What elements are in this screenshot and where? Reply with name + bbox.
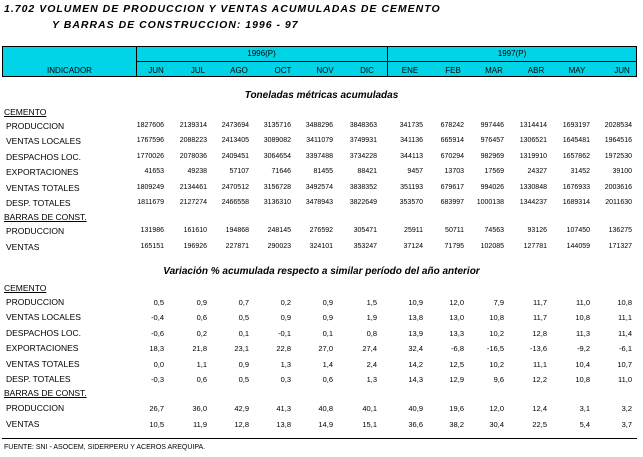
table-cell: 13,8 xyxy=(276,420,291,429)
table-cell: 0,6 xyxy=(196,375,207,384)
header-rule xyxy=(136,61,388,62)
table-cell: 39100 xyxy=(612,168,632,176)
table-cell: 40,1 xyxy=(362,404,377,413)
table-cell: 49238 xyxy=(187,168,207,176)
table-cell: 41,3 xyxy=(276,404,291,413)
row-label: EXPORTACIONES xyxy=(6,343,79,354)
table-cell: 353570 xyxy=(399,199,423,206)
table-cell: 3749931 xyxy=(349,137,377,145)
table-cell: 12,9 xyxy=(449,375,464,384)
table-cell: 9,6 xyxy=(493,375,504,384)
table-row xyxy=(0,297,643,310)
table-cell: 1676933 xyxy=(562,183,590,191)
table-row xyxy=(0,359,643,372)
table-cell: 2028534 xyxy=(604,122,632,129)
table-cell: 0,9 xyxy=(280,313,291,323)
table-cell: 1319910 xyxy=(519,152,547,160)
table-cell: 3,7 xyxy=(621,420,632,429)
table-cell: 2139314 xyxy=(179,122,207,129)
table-cell: 3,2 xyxy=(621,404,632,413)
table-cell: 136275 xyxy=(608,227,632,234)
table-cell: 11,7 xyxy=(532,298,547,307)
footer-rule xyxy=(2,438,637,439)
table-cell: 1,1 xyxy=(196,359,207,369)
table-cell: 88421 xyxy=(357,168,377,176)
table-cell: 11,4 xyxy=(617,328,632,338)
table-cell: 248145 xyxy=(267,227,291,234)
table-cell: 2,4 xyxy=(366,359,377,369)
indicator-header: INDICADOR xyxy=(47,66,92,75)
row-label: PRODUCCION xyxy=(6,403,65,413)
table-cell: 1344237 xyxy=(519,199,547,206)
table-cell: 670294 xyxy=(440,152,464,160)
table-cell: 2470512 xyxy=(221,183,249,191)
table-cell: 10,2 xyxy=(489,328,504,338)
row-label: VENTAS xyxy=(6,419,40,429)
table-cell: 27,0 xyxy=(318,344,333,354)
table-cell: 50711 xyxy=(445,227,464,234)
table-cell: 1,3 xyxy=(280,359,291,369)
table-cell: 22,8 xyxy=(276,344,291,354)
table-cell: 13,3 xyxy=(449,328,464,338)
table-cell: 165151 xyxy=(140,243,164,250)
header-rule xyxy=(388,61,636,62)
table-cell: 1972530 xyxy=(604,152,632,160)
table-cell: 10,7 xyxy=(617,359,632,369)
table-cell: 161610 xyxy=(183,227,207,234)
table-cell: 0,5 xyxy=(238,375,249,384)
table-cell: -0,4 xyxy=(151,313,164,323)
table-cell: 2088223 xyxy=(179,137,207,145)
row-label: DESP. TOTALES xyxy=(6,374,71,384)
table-cell: 0,2 xyxy=(280,298,291,307)
table-cell: 3397488 xyxy=(305,152,333,160)
table-cell: 11,1 xyxy=(532,359,547,369)
table-cell: 1,5 xyxy=(366,298,377,307)
table-cell: 976457 xyxy=(480,137,504,145)
table-cell: 57107 xyxy=(229,168,249,176)
table-cell: 3135716 xyxy=(263,122,291,129)
table-cell: 3838352 xyxy=(349,183,377,191)
table-row xyxy=(0,403,643,416)
table-cell: 665914 xyxy=(440,137,464,145)
table-cell: 2127274 xyxy=(179,199,207,206)
table-row xyxy=(0,328,643,341)
table-cell: 11,3 xyxy=(575,328,590,338)
table-cell: 10,8 xyxy=(575,375,590,384)
table-cell: 17569 xyxy=(484,168,504,176)
table-cell: 12,2 xyxy=(532,375,547,384)
table-cell: 3848363 xyxy=(349,122,377,129)
table-cell: 36,6 xyxy=(408,420,423,429)
table-cell: 0,5 xyxy=(153,298,164,307)
table-cell: 30,4 xyxy=(489,420,504,429)
table-cell: 683997 xyxy=(440,199,464,206)
table-cell: 2078036 xyxy=(179,152,207,160)
table-cell: 1645481 xyxy=(562,137,590,145)
table-cell: 1,3 xyxy=(366,375,377,384)
month-header: JUN xyxy=(148,66,164,75)
table-row xyxy=(0,226,643,239)
table-cell: 982969 xyxy=(480,152,504,160)
table-cell: 2473694 xyxy=(221,122,249,129)
table-cell: 22,5 xyxy=(532,420,547,429)
table-cell: 3136310 xyxy=(263,199,291,206)
table-cell: 1811679 xyxy=(137,199,164,206)
table-cell: 18,3 xyxy=(149,344,164,354)
table-cell: 3488296 xyxy=(305,122,333,129)
table-cell: 997446 xyxy=(480,122,504,129)
table-cell: 13,0 xyxy=(449,313,464,323)
table-row xyxy=(0,242,643,255)
table-cell: 0,3 xyxy=(280,375,291,384)
month-header: DIC xyxy=(360,66,374,75)
table-cell: 7,9 xyxy=(493,298,504,307)
table-cell: 3,1 xyxy=(579,404,590,413)
row-label: DESP. TOTALES xyxy=(6,198,71,208)
group-label-bars: BARRAS DE CONST. xyxy=(4,212,87,222)
table-cell: 12,0 xyxy=(449,298,464,307)
source-note: FUENTE: SNI - ASOCEM, SIDERPERU Y ACEROS AREQUIPA. xyxy=(4,444,206,451)
group-label-bars: BARRAS DE CONST. xyxy=(4,388,87,398)
month-header: FEB xyxy=(445,66,461,75)
table-cell: 14,3 xyxy=(408,375,423,384)
table-cell: 3411079 xyxy=(306,137,333,145)
table-cell: 31452 xyxy=(570,168,590,176)
table-cell: 290023 xyxy=(267,243,291,250)
table-cell: 1330848 xyxy=(519,183,547,191)
table-cell: 11,0 xyxy=(617,375,632,384)
table-cell: 1306521 xyxy=(519,137,547,145)
table-cell: 42,9 xyxy=(234,404,249,413)
table-cell: 2134461 xyxy=(179,183,207,191)
table-row xyxy=(0,152,643,165)
table-cell: 3492574 xyxy=(305,183,333,191)
table-cell: 305471 xyxy=(353,227,377,234)
table-cell: -0,6 xyxy=(151,328,164,338)
table-cell: 1689314 xyxy=(562,199,590,206)
table-cell: 13,8 xyxy=(408,313,423,323)
row-label: DESPACHOS LOC. xyxy=(6,151,81,162)
table-cell: 5,4 xyxy=(579,420,590,429)
row-label: PRODUCCION xyxy=(6,226,65,236)
table-cell: 13,9 xyxy=(408,328,423,338)
table-cell: 0,6 xyxy=(322,375,333,384)
table-cell: 353247 xyxy=(353,243,377,250)
group-label-cement: CEMENTO xyxy=(4,283,47,293)
group-label-cement: CEMENTO xyxy=(4,107,47,117)
table-cell: 3089082 xyxy=(263,137,291,145)
table-cell: 107450 xyxy=(566,227,590,234)
table-cell: 0,9 xyxy=(196,298,207,307)
table-cell: 10,8 xyxy=(489,313,504,323)
table-cell: 3734228 xyxy=(349,152,377,160)
table-cell: 102085 xyxy=(480,243,504,250)
table-cell: 194868 xyxy=(225,227,249,234)
table-cell: 12,8 xyxy=(234,420,249,429)
table-cell: -13,6 xyxy=(529,344,547,354)
table-cell: 12,8 xyxy=(532,328,547,338)
table-cell: 144059 xyxy=(566,243,590,250)
table-cell: 3822649 xyxy=(349,199,377,206)
table-cell: 0,0 xyxy=(153,359,164,369)
table-cell: 1,9 xyxy=(366,313,377,323)
table-cell: 196926 xyxy=(183,243,207,250)
table-cell: 12,5 xyxy=(449,359,464,369)
table-cell: 11,0 xyxy=(575,298,590,307)
row-label: VENTAS LOCALES xyxy=(6,136,81,147)
table-cell: 1000138 xyxy=(476,199,504,206)
table-cell: 9457 xyxy=(407,168,423,176)
table-cell: 2413405 xyxy=(221,137,249,145)
table-cell: 2466558 xyxy=(221,199,249,206)
table-cell: 1964516 xyxy=(604,137,632,145)
table-cell: 3156728 xyxy=(263,183,291,191)
table-cell: 15,1 xyxy=(362,420,377,429)
table-cell: 678242 xyxy=(440,122,464,129)
table-cell: -6,1 xyxy=(619,344,632,354)
table-cell: 11,7 xyxy=(532,313,547,323)
table-subtitle: Y BARRAS DE CONSTRUCCION: 1996 - 97 xyxy=(52,19,299,31)
table-cell: 341735 xyxy=(399,122,423,129)
table-cell: 276592 xyxy=(309,227,333,234)
table-cell: 93126 xyxy=(527,227,547,234)
table-row xyxy=(0,374,643,387)
table-header xyxy=(2,46,637,77)
table-cell: 0,5 xyxy=(238,313,249,323)
table-title: 1.702 VOLUMEN DE PRODUCCION Y VENTAS ACUMULADAS DE CEMENTO xyxy=(4,3,441,15)
table-cell: 2011630 xyxy=(605,199,632,206)
table-cell: 71646 xyxy=(271,168,291,176)
table-cell: -6,8 xyxy=(451,344,464,354)
table-cell: 32,4 xyxy=(408,344,423,354)
table-cell: 0,9 xyxy=(322,298,333,307)
table-cell: 10,9 xyxy=(408,298,423,307)
table-cell: 14,9 xyxy=(318,420,333,429)
table-cell: 12,4 xyxy=(532,404,547,413)
table-row xyxy=(0,343,643,356)
table-cell: 341136 xyxy=(400,137,423,145)
row-label: VENTAS LOCALES xyxy=(6,312,81,323)
table-cell: 41653 xyxy=(144,168,164,176)
table-cell: 3478943 xyxy=(305,199,333,206)
table-cell: 37124 xyxy=(403,243,423,250)
year-1997-header: 1997(P) xyxy=(497,49,527,58)
table-cell: 2003616 xyxy=(604,183,632,191)
table-cell: 2409451 xyxy=(221,152,249,160)
table-cell: 11,1 xyxy=(617,313,632,323)
table-cell: 14,2 xyxy=(408,359,423,369)
table-cell: 36,0 xyxy=(192,404,207,413)
row-label: VENTAS TOTALES xyxy=(6,358,80,369)
table-cell: 994026 xyxy=(480,183,504,191)
section-title-variation: Variación % acumulada respecto a similar período del año anterior xyxy=(163,266,480,277)
month-header: OCT xyxy=(274,66,292,75)
row-label: EXPORTACIONES xyxy=(6,167,79,178)
table-cell: 27,4 xyxy=(362,344,377,354)
row-label: VENTAS TOTALES xyxy=(6,182,80,193)
table-cell: 1314414 xyxy=(519,122,547,129)
table-cell: 1,4 xyxy=(322,359,333,369)
table-cell: 0,7 xyxy=(238,298,249,307)
month-header: AGO xyxy=(230,66,248,75)
table-cell: 23,1 xyxy=(234,344,249,354)
table-cell: 19,6 xyxy=(449,404,464,413)
month-header: MAR xyxy=(485,66,503,75)
table-cell: 1693197 xyxy=(562,122,590,129)
table-cell: 10,2 xyxy=(489,359,504,369)
table-cell: 324101 xyxy=(309,243,333,250)
table-row xyxy=(0,167,643,180)
table-cell: 351193 xyxy=(400,183,423,191)
row-label: PRODUCCION xyxy=(6,297,65,307)
table-cell: 344113 xyxy=(400,152,423,160)
table-cell: 0,9 xyxy=(322,313,333,323)
table-row xyxy=(0,183,643,196)
table-row xyxy=(0,136,643,149)
table-cell: 1767596 xyxy=(136,137,164,145)
table-cell: 71795 xyxy=(444,243,464,250)
row-label: DESPACHOS LOC. xyxy=(6,327,81,338)
table-cell: 0,8 xyxy=(366,328,377,338)
table-cell: 0,9 xyxy=(238,359,249,369)
table-cell: 12,0 xyxy=(489,404,504,413)
table-cell: 131986 xyxy=(140,227,164,234)
month-header: ABR xyxy=(527,66,545,75)
row-label: PRODUCCION xyxy=(6,121,65,131)
table-cell: 25911 xyxy=(404,227,423,234)
table-cell: 679617 xyxy=(440,183,464,191)
table-cell: 38,2 xyxy=(449,420,464,429)
table-row xyxy=(0,121,643,134)
table-cell: 127781 xyxy=(523,243,547,250)
table-cell: 40,8 xyxy=(318,404,333,413)
table-cell: 10,8 xyxy=(617,298,632,307)
table-cell: 10,4 xyxy=(575,359,590,369)
table-cell: 13703 xyxy=(444,168,464,176)
table-cell: 40,9 xyxy=(408,404,423,413)
month-header: MAY xyxy=(568,66,586,75)
table-cell: 26,7 xyxy=(149,404,164,413)
month-header: NOV xyxy=(316,66,334,75)
month-header: JUL xyxy=(190,66,206,75)
year-1996-header: 1996(P) xyxy=(247,49,276,58)
table-cell: 1827606 xyxy=(136,122,164,129)
table-cell: 74563 xyxy=(484,227,504,234)
section-title-tonnes: Toneladas métricas acumuladas xyxy=(244,90,399,101)
table-cell: 0,1 xyxy=(238,328,249,338)
table-cell: 10,8 xyxy=(575,313,590,323)
table-cell: 1657862 xyxy=(562,152,590,160)
table-cell: 3064654 xyxy=(263,152,291,160)
table-cell: 171327 xyxy=(608,243,632,250)
table-cell: -0,3 xyxy=(151,375,164,384)
table-row xyxy=(0,198,643,211)
table-cell: 81455 xyxy=(313,168,333,176)
table-cell: 1809249 xyxy=(136,183,164,191)
month-header: JUN xyxy=(614,66,630,75)
month-header: ENE xyxy=(401,66,419,75)
table-cell: 0,2 xyxy=(196,328,207,338)
row-label: VENTAS xyxy=(6,242,40,252)
table-cell: 0,1 xyxy=(322,328,333,338)
table-cell: 10,5 xyxy=(149,420,164,429)
table-cell: 227871 xyxy=(225,243,249,250)
table-cell: 0,6 xyxy=(196,313,207,323)
table-cell: -16,5 xyxy=(486,344,504,354)
table-cell: 24327 xyxy=(527,168,547,176)
table-cell: -9,2 xyxy=(577,344,590,354)
table-cell: 11,9 xyxy=(192,420,207,429)
table-row xyxy=(0,419,643,432)
table-cell: -0,1 xyxy=(278,328,291,338)
table-row xyxy=(0,312,643,325)
table-cell: 21,8 xyxy=(192,344,207,354)
table-cell: 1770026 xyxy=(136,152,164,160)
